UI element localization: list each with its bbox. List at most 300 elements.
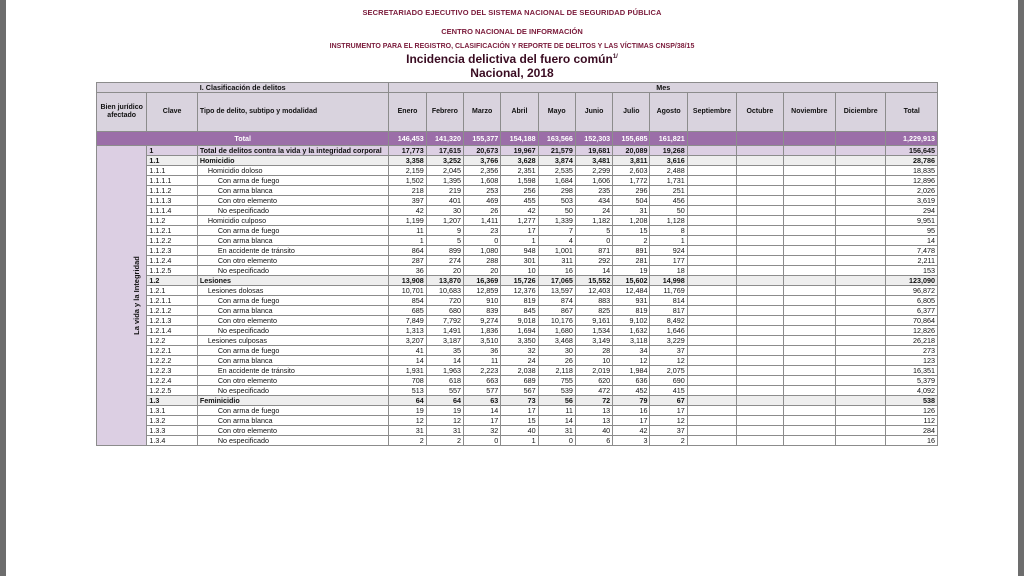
month-value-cell: 26	[538, 356, 575, 366]
month-value-cell	[687, 146, 736, 156]
month-value-cell: 9	[426, 226, 463, 236]
month-value-cell: 42	[613, 426, 650, 436]
month-value-cell: 1,632	[613, 326, 650, 336]
month-value-cell: 14,998	[650, 276, 687, 286]
month-value-cell: 256	[501, 186, 538, 196]
month-value-cell: 1,313	[389, 326, 426, 336]
month-value-cell: 1,277	[501, 216, 538, 226]
table-body	[97, 132, 938, 446]
row-total-cell: 9,951	[886, 216, 938, 226]
row-total-cell: 7,478	[886, 246, 938, 256]
month-value-cell: 2	[650, 436, 687, 446]
month-value-cell: 867	[538, 306, 575, 316]
month-value-cell: 13,870	[426, 276, 463, 286]
month-value-cell: 23	[464, 226, 501, 236]
row-total-cell: 123,090	[886, 276, 938, 286]
month-value-cell: 1,836	[464, 326, 501, 336]
month-value-cell: 2,299	[575, 166, 612, 176]
month-value-cell: 19,681	[575, 146, 612, 156]
month-value-cell: 2,038	[501, 366, 538, 376]
table-row	[97, 226, 938, 236]
month-value-cell: 11	[538, 406, 575, 416]
month-value-cell	[687, 236, 736, 246]
clave-cell: 1.1.2.3	[147, 246, 197, 256]
col-header-month: Diciembre	[835, 93, 885, 132]
row-total-cell: 6,805	[886, 296, 938, 306]
month-value-cell: 296	[613, 186, 650, 196]
month-value-cell: 1	[650, 236, 687, 246]
month-value-cell	[737, 246, 783, 256]
month-value-cell: 13,908	[389, 276, 426, 286]
month-value-cell	[783, 426, 835, 436]
row-total-cell: 70,864	[886, 316, 938, 326]
row-total-cell: 96,872	[886, 286, 938, 296]
month-value-cell: 455	[501, 196, 538, 206]
col-header-month: Agosto	[650, 93, 687, 132]
month-value-cell: 1,080	[464, 246, 501, 256]
month-value-cell: 452	[613, 386, 650, 396]
month-value-cell	[687, 386, 736, 396]
month-value-cell	[783, 206, 835, 216]
month-value-cell: 12	[650, 416, 687, 426]
month-value-cell: 6	[575, 436, 612, 446]
month-value-cell: 19,967	[501, 146, 538, 156]
month-value-cell: 620	[575, 376, 612, 386]
month-value-cell	[687, 406, 736, 416]
month-value-cell	[835, 166, 885, 176]
report-title-text: Incidencia delictiva del fuero común	[406, 52, 613, 66]
crime-type-cell: No especificado	[197, 206, 389, 216]
crime-type-cell: Feminicidio	[197, 396, 389, 406]
month-value-cell	[737, 256, 783, 266]
clave-cell: 1.1.1.2	[147, 186, 197, 196]
month-value-cell: 17	[501, 406, 538, 416]
month-value-cell: 20,673	[464, 146, 501, 156]
month-value-cell	[783, 266, 835, 276]
month-value-cell	[783, 196, 835, 206]
table-row	[97, 306, 938, 316]
row-total-cell: 156,645	[886, 146, 938, 156]
month-value-cell: 3,118	[613, 336, 650, 346]
month-value-cell: 20	[464, 266, 501, 276]
month-value-cell: 32	[464, 426, 501, 436]
month-value-cell: 31	[538, 426, 575, 436]
header-line-2: CENTRO NACIONAL DE INFORMACIÓN	[441, 27, 583, 36]
month-value-cell: 12,403	[575, 286, 612, 296]
month-value-cell	[737, 166, 783, 176]
clave-cell: 1.3.3	[147, 426, 197, 436]
month-value-cell	[687, 176, 736, 186]
month-value-cell: 1,001	[538, 246, 575, 256]
clave-cell: 1	[147, 146, 197, 156]
month-value-cell: 287	[389, 256, 426, 266]
month-value-cell	[783, 356, 835, 366]
clave-cell: 1.1.2.1	[147, 226, 197, 236]
header-line-3: INSTRUMENTO PARA EL REGISTRO, CLASIFICACIÓN Y REPORTE DE DELITOS Y LAS VÍCTIMAS CNSP/38/15	[329, 43, 695, 50]
col-header-tipo: Tipo de delito, subtipo y modalidad	[197, 93, 389, 132]
total-grand-value: 1,229,913	[886, 132, 938, 146]
month-value-cell	[835, 236, 885, 246]
month-value-cell: 14	[538, 416, 575, 426]
report-subtitle: Nacional, 2018	[470, 66, 554, 80]
month-value-cell	[835, 386, 885, 396]
month-value-cell: 3,616	[650, 156, 687, 166]
table-row	[97, 296, 938, 306]
month-value-cell: 899	[426, 246, 463, 256]
crime-type-cell: Con arma blanca	[197, 236, 389, 246]
month-value-cell: 56	[538, 396, 575, 406]
month-value-cell: 3,350	[501, 336, 538, 346]
month-value-cell: 28	[575, 346, 612, 356]
month-value-cell	[835, 406, 885, 416]
month-value-cell: 37	[650, 346, 687, 356]
month-value-cell: 50	[538, 206, 575, 216]
month-value-cell	[835, 276, 885, 286]
row-total-cell: 273	[886, 346, 938, 356]
month-value-cell	[687, 276, 736, 286]
month-value-cell: 26	[464, 206, 501, 216]
month-value-cell: 63	[464, 396, 501, 406]
crime-type-cell: Con otro elemento	[197, 196, 389, 206]
table-row	[97, 386, 938, 396]
month-value-cell: 3	[613, 436, 650, 446]
row-total-cell: 538	[886, 396, 938, 406]
month-value-cell	[835, 426, 885, 436]
month-value-cell: 17	[464, 416, 501, 426]
month-value-cell: 15	[501, 416, 538, 426]
clave-cell: 1.1.1.3	[147, 196, 197, 206]
month-value-cell: 883	[575, 296, 612, 306]
table-row	[97, 316, 938, 326]
month-value-cell: 17,615	[426, 146, 463, 156]
crime-type-cell: Con arma de fuego	[197, 176, 389, 186]
month-value-cell: 12,859	[464, 286, 501, 296]
month-value-cell: 839	[464, 306, 501, 316]
row-total-cell: 284	[886, 426, 938, 436]
crime-type-cell: Con arma blanca	[197, 306, 389, 316]
table-row	[97, 406, 938, 416]
month-value-cell	[783, 436, 835, 446]
month-value-cell: 9,161	[575, 316, 612, 326]
month-value-cell: 456	[650, 196, 687, 206]
month-value-cell	[737, 156, 783, 166]
col-header-total: Total	[886, 93, 938, 132]
clave-cell: 1.1.2.5	[147, 266, 197, 276]
month-value-cell	[687, 266, 736, 276]
month-value-cell: 814	[650, 296, 687, 306]
month-value-cell	[835, 316, 885, 326]
table-row	[97, 326, 938, 336]
month-value-cell: 301	[501, 256, 538, 266]
month-value-cell	[687, 396, 736, 406]
month-value-cell: 2,159	[389, 166, 426, 176]
row-total-cell: 16	[886, 436, 938, 446]
month-value-cell	[835, 246, 885, 256]
crime-incidence-table	[96, 82, 938, 446]
month-value-cell: 680	[426, 306, 463, 316]
month-value-cell	[687, 256, 736, 266]
month-value-cell	[737, 286, 783, 296]
month-value-cell	[687, 326, 736, 336]
month-value-cell	[687, 296, 736, 306]
month-value-cell: 663	[464, 376, 501, 386]
col-header-month: Marzo	[464, 93, 501, 132]
month-value-cell: 31	[426, 426, 463, 436]
clave-cell: 1.3	[147, 396, 197, 406]
month-value-cell: 1,606	[575, 176, 612, 186]
month-value-cell: 948	[501, 246, 538, 256]
month-value-cell	[687, 306, 736, 316]
row-total-cell: 4,092	[886, 386, 938, 396]
table-row	[97, 186, 938, 196]
month-value-cell: 32	[501, 346, 538, 356]
clave-cell: 1.2.2.5	[147, 386, 197, 396]
row-total-cell: 26,218	[886, 336, 938, 346]
month-value-cell: 2,045	[426, 166, 463, 176]
month-value-cell: 1,772	[613, 176, 650, 186]
month-value-cell: 2	[426, 436, 463, 446]
month-value-cell: 14	[389, 356, 426, 366]
clave-cell: 1.1.1.1	[147, 176, 197, 186]
month-value-cell: 504	[613, 196, 650, 206]
month-value-cell	[737, 386, 783, 396]
month-value-cell: 503	[538, 196, 575, 206]
total-month-value: 155,377	[464, 132, 501, 146]
month-value-cell: 871	[575, 246, 612, 256]
table-row	[97, 286, 938, 296]
col-header-month: Junio	[575, 93, 612, 132]
month-value-cell: 253	[464, 186, 501, 196]
month-value-cell: 845	[501, 306, 538, 316]
month-value-cell: 924	[650, 246, 687, 256]
clave-cell: 1.2.2.4	[147, 376, 197, 386]
month-value-cell: 0	[575, 236, 612, 246]
month-value-cell: 67	[650, 396, 687, 406]
month-value-cell: 30	[426, 206, 463, 216]
month-value-cell: 292	[575, 256, 612, 266]
clave-cell: 1.2.1.1	[147, 296, 197, 306]
bien-juridico-label: La vida y la Integridad	[131, 256, 141, 335]
month-value-cell: 7,849	[389, 316, 426, 326]
month-value-cell	[687, 436, 736, 446]
month-value-cell: 3,766	[464, 156, 501, 166]
month-value-cell: 469	[464, 196, 501, 206]
table-row	[97, 156, 938, 166]
month-value-cell: 15,726	[501, 276, 538, 286]
month-value-cell	[835, 396, 885, 406]
month-value-cell: 19,268	[650, 146, 687, 156]
month-value-cell	[687, 426, 736, 436]
crime-type-cell: Lesiones culposas	[197, 336, 389, 346]
month-value-cell	[737, 366, 783, 376]
month-value-cell	[783, 256, 835, 266]
clave-cell: 1.1.1.4	[147, 206, 197, 216]
month-value-cell: 274	[426, 256, 463, 266]
row-total-cell: 294	[886, 206, 938, 216]
month-value-cell	[687, 226, 736, 236]
month-value-cell: 16,369	[464, 276, 501, 286]
clave-cell: 1.2.2.2	[147, 356, 197, 366]
month-value-cell	[687, 206, 736, 216]
total-month-value: 152,303	[575, 132, 612, 146]
clave-cell: 1.1.2.2	[147, 236, 197, 246]
month-value-cell: 557	[426, 386, 463, 396]
month-value-cell: 10,176	[538, 316, 575, 326]
month-value-cell: 401	[426, 196, 463, 206]
crime-type-cell: Homicidio culposo	[197, 216, 389, 226]
total-label: Total	[97, 132, 389, 146]
month-value-cell: 577	[464, 386, 501, 396]
month-value-cell: 12	[389, 416, 426, 426]
month-value-cell: 0	[464, 236, 501, 246]
month-value-cell	[737, 266, 783, 276]
month-value-cell: 397	[389, 196, 426, 206]
month-value-cell: 10,701	[389, 286, 426, 296]
month-value-cell	[687, 286, 736, 296]
month-value-cell	[783, 326, 835, 336]
row-total-cell: 2,026	[886, 186, 938, 196]
month-value-cell	[835, 286, 885, 296]
row-total-cell: 95	[886, 226, 938, 236]
month-value-cell: 689	[501, 376, 538, 386]
month-value-cell	[737, 416, 783, 426]
table-row	[97, 416, 938, 426]
month-value-cell: 864	[389, 246, 426, 256]
clave-cell: 1.2.1	[147, 286, 197, 296]
month-value-cell	[737, 346, 783, 356]
month-value-cell	[737, 436, 783, 446]
month-value-cell: 7,792	[426, 316, 463, 326]
month-value-cell	[835, 366, 885, 376]
month-value-cell: 17	[650, 406, 687, 416]
table-row	[97, 266, 938, 276]
total-month-value: 141,320	[426, 132, 463, 146]
month-value-cell: 72	[575, 396, 612, 406]
month-value-cell: 311	[538, 256, 575, 266]
month-value-cell: 235	[575, 186, 612, 196]
month-value-cell	[835, 326, 885, 336]
crime-type-cell: Con otro elemento	[197, 376, 389, 386]
month-value-cell: 13	[575, 416, 612, 426]
clave-cell: 1.3.4	[147, 436, 197, 446]
month-value-cell: 819	[613, 306, 650, 316]
month-value-cell: 3,252	[426, 156, 463, 166]
row-total-cell: 112	[886, 416, 938, 426]
month-value-cell: 1,931	[389, 366, 426, 376]
month-value-cell: 13	[575, 406, 612, 416]
month-value-cell	[783, 346, 835, 356]
month-value-cell	[835, 296, 885, 306]
month-value-cell	[737, 376, 783, 386]
month-value-cell: 40	[575, 426, 612, 436]
table-row	[97, 146, 938, 156]
month-value-cell	[783, 186, 835, 196]
month-value-cell: 12	[613, 356, 650, 366]
month-value-cell: 3,149	[575, 336, 612, 346]
total-month-value: 146,453	[389, 132, 426, 146]
month-value-cell: 708	[389, 376, 426, 386]
month-value-cell: 434	[575, 196, 612, 206]
month-value-cell: 567	[501, 386, 538, 396]
col-header-bien: Bien jurídico afectado	[97, 93, 147, 132]
month-value-cell: 5	[426, 236, 463, 246]
month-value-cell: 41	[389, 346, 426, 356]
table-row	[97, 396, 938, 406]
month-value-cell	[835, 336, 885, 346]
crime-type-cell: No especificado	[197, 326, 389, 336]
month-value-cell: 1,491	[426, 326, 463, 336]
crime-type-cell: En accidente de tránsito	[197, 366, 389, 376]
month-value-cell: 19	[389, 406, 426, 416]
month-value-cell: 7	[538, 226, 575, 236]
month-value-cell: 11	[389, 226, 426, 236]
table-row	[97, 216, 938, 226]
month-value-cell: 513	[389, 386, 426, 396]
month-value-cell: 3,468	[538, 336, 575, 346]
month-value-cell: 19	[613, 266, 650, 276]
table-row	[97, 256, 938, 266]
month-value-cell: 9,102	[613, 316, 650, 326]
report-title	[0, 52, 1024, 66]
month-value-cell: 472	[575, 386, 612, 396]
month-value-cell: 298	[538, 186, 575, 196]
month-value-cell	[783, 286, 835, 296]
total-month-value: 163,566	[538, 132, 575, 146]
month-value-cell: 2,118	[538, 366, 575, 376]
month-value-cell: 11,769	[650, 286, 687, 296]
header-line-1: SECRETARIADO EJECUTIVO DEL SISTEMA NACIONAL DE SEGURIDAD PÚBLICA	[362, 8, 662, 17]
table-row	[97, 276, 938, 286]
month-value-cell: 2,223	[464, 366, 501, 376]
col-header-clave: Clave	[147, 93, 197, 132]
crime-type-cell: Con arma blanca	[197, 356, 389, 366]
crime-type-cell: Lesiones dolosas	[197, 286, 389, 296]
crime-type-cell: Con otro elemento	[197, 316, 389, 326]
month-value-cell	[783, 306, 835, 316]
month-value-cell	[687, 356, 736, 366]
month-value-cell	[783, 176, 835, 186]
month-value-cell: 2,356	[464, 166, 501, 176]
month-value-cell: 1,534	[575, 326, 612, 336]
crime-type-cell: Con arma blanca	[197, 186, 389, 196]
month-value-cell: 755	[538, 376, 575, 386]
column-header-row	[97, 93, 938, 132]
crime-type-cell: Con otro elemento	[197, 426, 389, 436]
month-value-cell	[835, 256, 885, 266]
crime-type-cell: No especificado	[197, 436, 389, 446]
month-value-cell	[737, 176, 783, 186]
month-value-cell: 30	[538, 346, 575, 356]
table-row	[97, 366, 938, 376]
crime-type-cell: Con otro elemento	[197, 256, 389, 266]
month-value-cell: 12,376	[501, 286, 538, 296]
month-value-cell: 931	[613, 296, 650, 306]
month-value-cell: 21,579	[538, 146, 575, 156]
month-value-cell: 3,874	[538, 156, 575, 166]
month-value-cell: 2,019	[575, 366, 612, 376]
month-value-cell: 1,411	[464, 216, 501, 226]
clave-cell: 1.1.2.4	[147, 256, 197, 266]
month-value-cell: 0	[538, 436, 575, 446]
month-value-cell: 891	[613, 246, 650, 256]
group-header-month: Mes	[389, 83, 938, 93]
total-month-value	[737, 132, 783, 146]
month-value-cell: 1,694	[501, 326, 538, 336]
total-month-value: 155,685	[613, 132, 650, 146]
month-value-cell	[783, 336, 835, 346]
month-value-cell	[835, 216, 885, 226]
window-frame-left	[0, 0, 6, 576]
